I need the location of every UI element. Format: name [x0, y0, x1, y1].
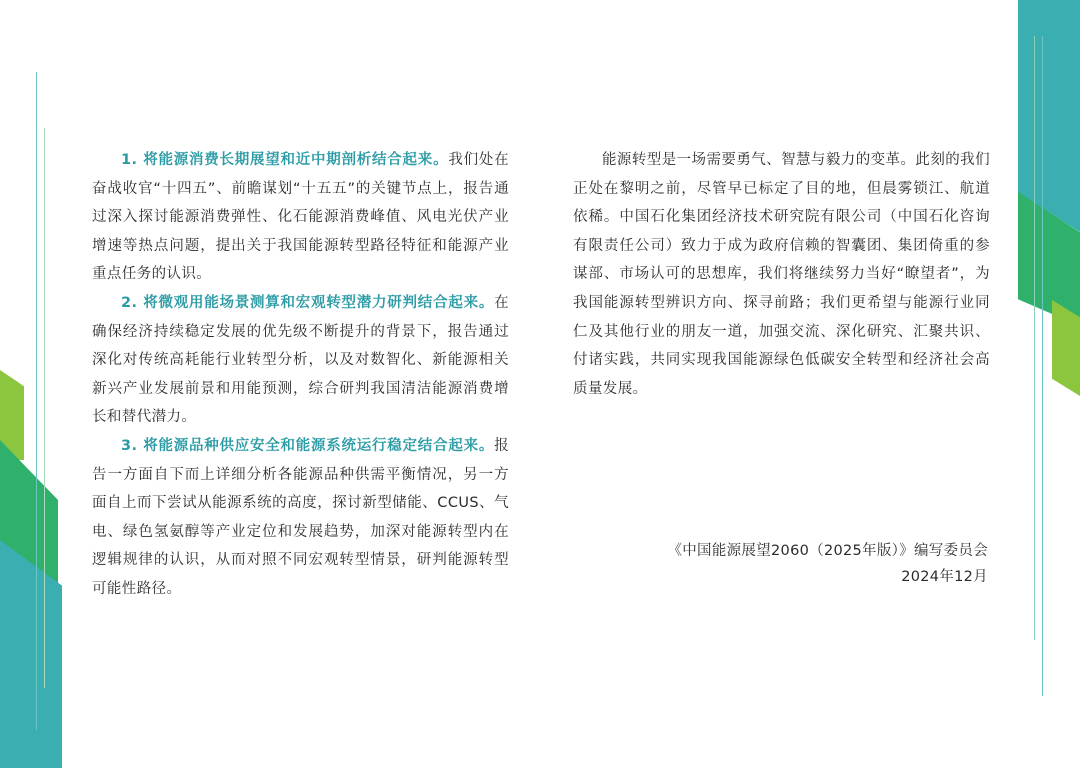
- right-column: [573, 146, 990, 403]
- right-line-1: [1034, 36, 1035, 640]
- signature-block: [667, 538, 988, 590]
- right-teal-block: [1018, 0, 1080, 232]
- point-1-text: 我们处在奋战收官“十四五”、前瞻谋划“十五五”的关键节点上，报告通过深入探讨能源消费弹性、化石能源消费峰值、风电光伏产业增速等热点问题，提出关于我国能源转型路径特征和能源产业重点任务的认识。: [92, 152, 509, 283]
- date: 2024年12月: [901, 569, 988, 585]
- point-1: [92, 146, 509, 289]
- point-3: [92, 432, 509, 604]
- point-3-heading: 3. 将能源品种供应安全和能源系统运行稳定结合起来。: [121, 437, 495, 454]
- left-column: [92, 146, 509, 604]
- point-1-heading: 1. 将能源消费长期展望和近中期剖析结合起来。: [121, 152, 449, 168]
- left-line-2: [44, 128, 45, 688]
- point-2-text: 在确保经济持续稳定发展的优先级不断提升的背景下，报告通过深化对传统高耗能行业转型分析，以及对数智化、新能源相关新兴产业发展前景和用能预测，综合研判我国清洁能源消费增长和替代潜力。: [92, 294, 509, 426]
- left-line-1: [36, 72, 37, 730]
- signature: 《中国能源展望2060（2025年版）》编写委员会: [667, 543, 988, 559]
- point-2: [92, 289, 509, 432]
- closing-paragraph: 能源转型是一场需要勇气、智慧与毅力的变革。此刻的我们正处在黎明之前，尽管早已标定了目的地，但晨雾锁江、航道依稀。中国石化集团经济技术研究院有限公司（中国石化咨询有限责任公司）致力于成为政府信赖的智囊团、集团倚重的参谋部、市场认可的思想库，我们将继续努力当好“瞭望者”，为我国能源转型辨识方向、探寻前路；我们更希望与能源行业同仁及其他行业的朋友一道，加强交流、深化研究、汇聚共识、付诸实践，共同实现我国能源绿色低碳安全转型和经济社会高质量发展。: [573, 152, 990, 397]
- point-3-text: 报告一方面自下而上详细分析各能源品种供需平衡情况，另一方面自上而下尝试从能源系统的高度，探讨新型储能、CCUS、气电、绿色氢氨醇等产业定位和发展趋势，加深对能源转型内在逻辑规律的认识，从而对照不同宏观转型情景，研判能源转型可能性路径。: [92, 437, 509, 597]
- point-2-heading: 2. 将微观用能场景测算和宏观转型潜力研判结合起来。: [121, 294, 495, 311]
- right-line-2: [1042, 36, 1043, 696]
